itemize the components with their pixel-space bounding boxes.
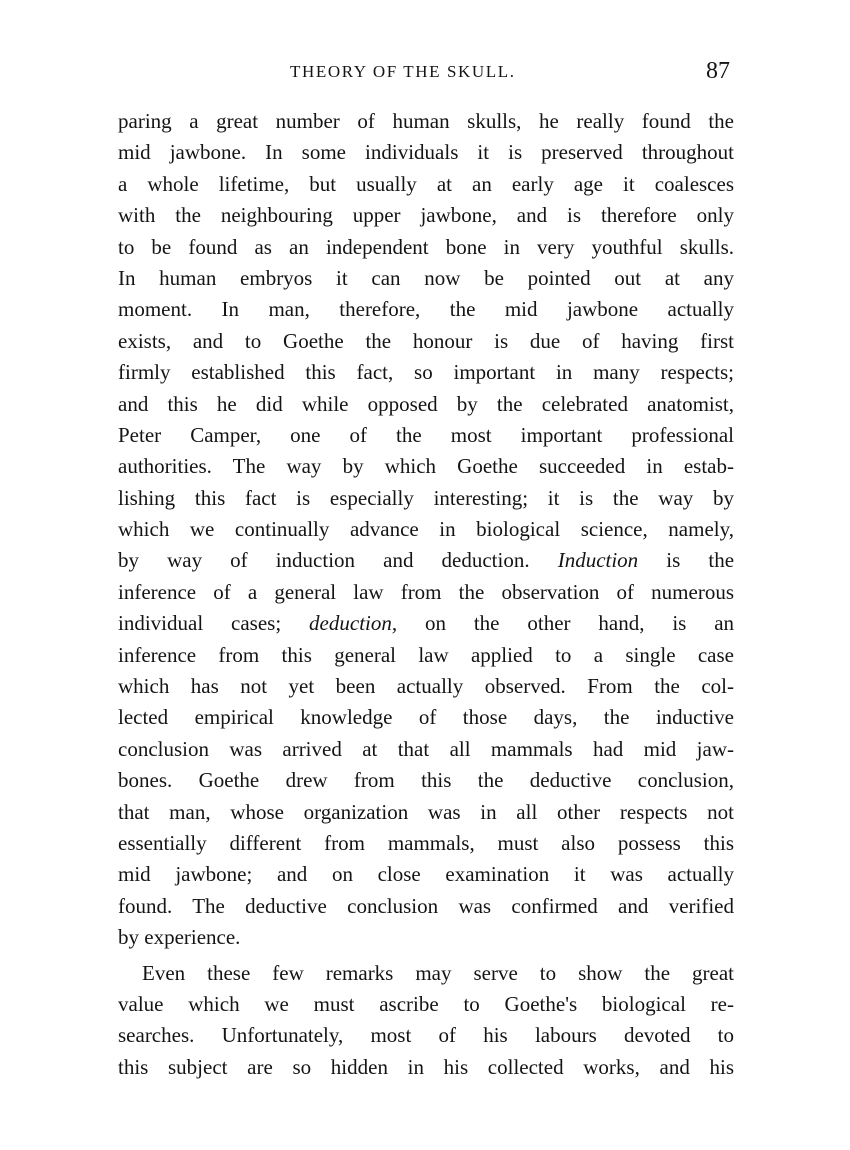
text-line: inference of a general law from the observation of numerous: [118, 579, 734, 604]
text-line: which has not yet been actually observed. From the col-: [118, 674, 734, 699]
text-line: exists, and to Goethe the honour is due of having first: [118, 328, 734, 353]
text-line: lected empirical knowledge of those days, the inductive: [118, 705, 734, 730]
running-head-title: THEORY OF THE SKULL.: [290, 62, 516, 81]
running-head: [0, 58, 850, 88]
text-line: mid jawbone. In some individuals it is preserved throughout: [118, 140, 734, 165]
text-line: bones. Goethe drew from this the deductive conclusion,: [118, 768, 734, 793]
italic-term-deduction: deduction,: [309, 611, 398, 636]
text-segment: is the: [666, 548, 735, 573]
text-line: with the neighbouring upper jawbone, and is therefore only: [118, 203, 734, 228]
text-line: and this he did while opposed by the celebrated anatomist,: [118, 391, 734, 416]
text-line: mid jawbone; and on close examination it was actually: [118, 862, 734, 887]
text-line: [118, 608, 734, 639]
text-line: inference from this general law applied to a single case: [118, 642, 734, 667]
text-line: firmly established this fact, so important in many respects;: [118, 360, 734, 385]
text-line: conclusion was arrived at that all mammals had mid jaw-: [118, 736, 734, 761]
text-line: searches. Unfortunately, most of his labours devoted to: [118, 1023, 734, 1048]
text-segment: by way of induction and deduction.: [118, 548, 530, 573]
text-line: this subject are so hidden in his collected works, and his: [118, 1054, 734, 1079]
body-text: [118, 106, 734, 1083]
text-line: moment. In man, therefore, the mid jawbone actually: [118, 297, 734, 322]
page-number: 87: [706, 58, 730, 84]
text-line: to be found as an independent bone in very youthful skulls.: [118, 234, 734, 259]
text-line: found. The deductive conclusion was confirmed and verified: [118, 893, 734, 918]
text-line: which we continually advance in biological science, namely,: [118, 517, 734, 542]
text-line: by experience.: [118, 925, 241, 950]
text-line: a whole lifetime, but usually at an early age it coalesces: [118, 171, 734, 196]
text-line: that man, whose organization was in all other respects not: [118, 799, 734, 824]
text-segment: on the other hand, is an: [424, 611, 735, 636]
text-line: paring a great number of human skulls, he really found the: [118, 109, 734, 133]
text-line: value which we must ascribe to Goethe's biological re-: [118, 991, 734, 1016]
text-line: essentially different from mammals, must also possess this: [118, 830, 734, 855]
text-line: authorities. The way by which Goethe succeeded in estab-: [118, 454, 734, 479]
text-line: lishing this fact is especially interesting; it is the way by: [118, 485, 734, 510]
paragraph-first-line: Even these few remarks may serve to show the great: [142, 960, 734, 985]
italic-term-induction: Induction: [557, 548, 639, 573]
text-line: [118, 545, 734, 576]
text-line: In human embryos it can now be pointed out at any: [118, 265, 734, 290]
text-line: Peter Camper, one of the most important professional: [118, 422, 734, 447]
text-segment: individual cases;: [118, 611, 282, 636]
